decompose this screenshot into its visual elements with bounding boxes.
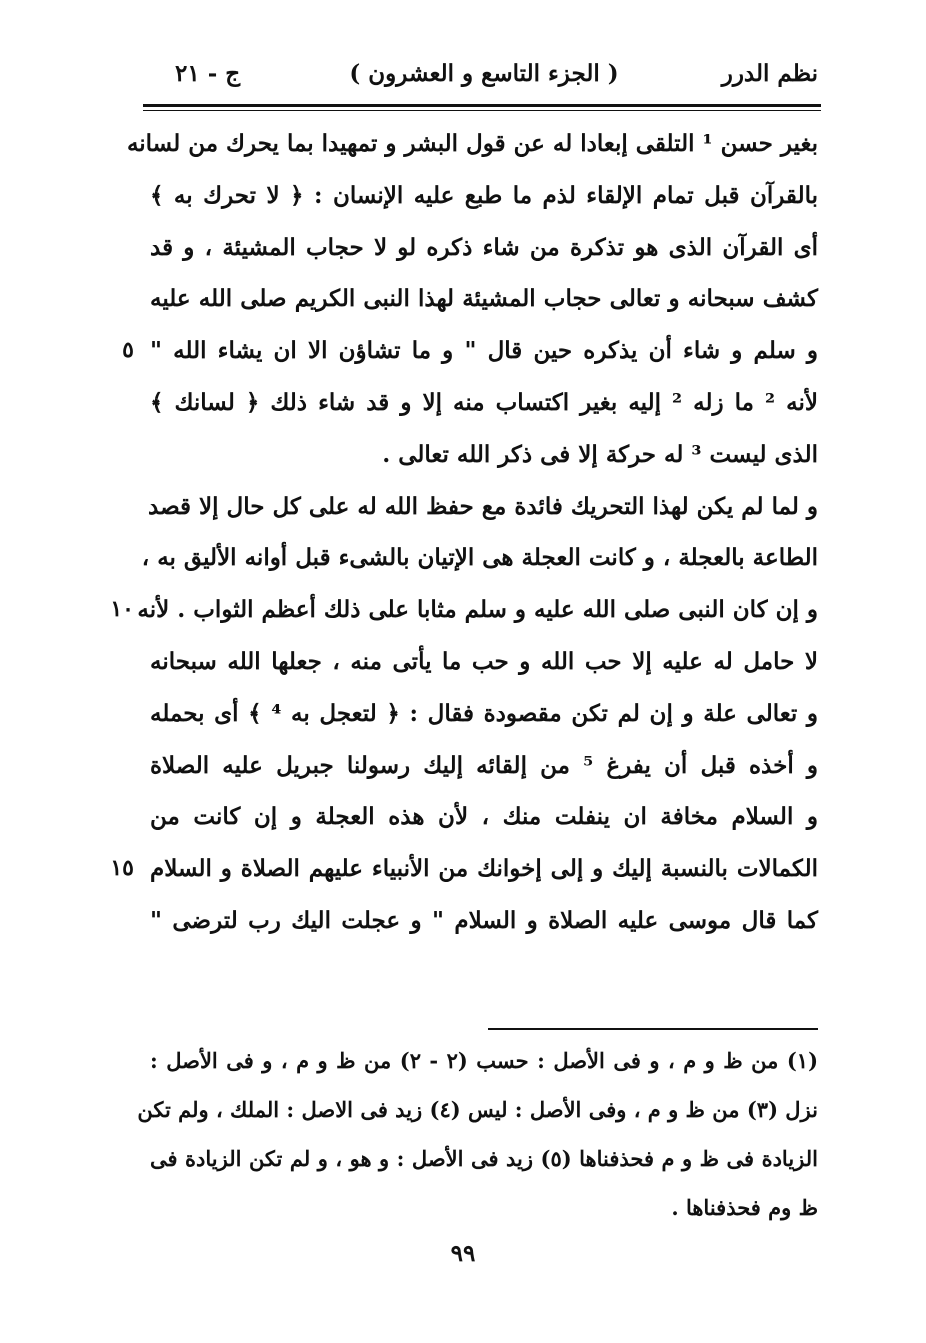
- text-line: [150, 895, 818, 947]
- footnote-line: ظ وم فحذفناها .: [671, 1195, 818, 1220]
- text-line: [150, 222, 818, 274]
- text-line: [150, 377, 818, 429]
- footnote-line: نزل (٣) من ظ و م ، وفى الأصل : ليس (٤) زيد فى الاصل : الملك ، ولم تكن: [137, 1097, 818, 1122]
- text-line-content: بالقرآن قبل تمام الإلقاء لذم ما طبع عليه الإنسان : ﴿ لا تحرك به ﴾: [150, 181, 818, 209]
- text-line: [150, 688, 818, 740]
- text-line: [150, 636, 818, 688]
- header-rule-thick: [143, 104, 821, 107]
- text-line: [150, 740, 818, 792]
- text-line-content: بغير حسن ¹ التلقى إبعادا له عن قول البشر و تمهيدا بما يحرك من لسانه: [126, 130, 818, 157]
- running-header: [150, 56, 818, 98]
- text-line: [126, 118, 818, 170]
- text-line: [150, 429, 818, 481]
- main-text: [110, 118, 819, 947]
- text-line-content: و تعالى علة و إن لم تكن مقصودة فقال : ﴿ لتعجل به ⁴ ﴾ أى بحمله: [150, 699, 818, 727]
- text-line-content: و سلم و شاء أن يذكره حين قال " و ما تشاؤن الا ان يشاء الله ": [150, 337, 818, 365]
- text-line-content: أى القرآن الذى هو تذكرة من شاء ذكره لو لا حجاب المشيئة ، و قد: [150, 233, 818, 261]
- text-line: [150, 170, 818, 222]
- header-rule-thin: [143, 110, 821, 111]
- text-line-content: الكمالات بالنسبة إليك و إلى إخوانك من الأنبياء عليهم الصلاة و السلام: [150, 855, 818, 883]
- footnote-line: الزيادة فى ظ و م فحذفناها (٥) زيد فى الأصل : و هو ، و لم تكن الزيادة فى: [150, 1146, 818, 1171]
- text-line-content: لأنه ² ما زله ² إليه بغير اكتساب منه إلا و قد شاء ذلك ﴿ لسانك ﴾: [150, 388, 819, 416]
- text-line-content: كما قال موسى عليه الصلاة و السلام " و عجلت اليك رب لترضى ": [150, 906, 818, 934]
- page-number: ٩٩: [450, 1240, 476, 1267]
- text-line-content: و إن كان النبى صلى الله عليه و سلم مثابا على ذلك أعظم الثواب . لأنه: [137, 596, 818, 624]
- footnote-rule: [488, 1028, 818, 1030]
- text-line: [122, 325, 818, 377]
- text-line: [141, 532, 818, 584]
- footnote-line: (١) من ظ و م ، و فى الأصل : حسب (٢ - ٢) من ظ و م ، و فى الأصل :: [150, 1048, 819, 1073]
- part-title: ( الجزء التاسع و العشرون ): [349, 60, 619, 87]
- text-line-content: كشف سبحانه و تعالى حجاب المشيئة لهذا النبى الكريم صلى الله عليه: [150, 285, 818, 313]
- text-line-content: و أخذه قبل أن يفرغ ⁵ من إلقائه إليك رسولنا جبريل عليه الصلاة: [150, 751, 818, 779]
- footnotes: [137, 1036, 819, 1232]
- text-line: [110, 584, 818, 636]
- text-line-content: الطاعة بالعجلة ، و كانت العجلة هى الإتيان بالشىء قبل أوانه الأليق به ،: [141, 544, 818, 572]
- text-line: [150, 791, 818, 843]
- line-number: ١٥: [110, 855, 134, 882]
- line-number: ٥: [122, 337, 134, 364]
- text-line-content: و السلام مخافة ان ينفلت منك ، لأن هذه العجلة و إن كانت من: [150, 803, 818, 831]
- text-line: [150, 481, 818, 533]
- text-line-content: الذى ليست ³ له حركة إلا فى ذكر الله تعالى .: [382, 440, 818, 468]
- text-line-content: لا حامل له عليه إلا حب الله و حب ما يأتى منه ، جعلها الله سبحانه: [150, 647, 818, 675]
- book-title: نظم الدرر: [721, 60, 818, 87]
- volume-number: ج - ٢١: [175, 60, 241, 87]
- line-number: ١٠: [110, 596, 134, 623]
- text-line: [110, 843, 818, 895]
- text-line: [150, 273, 818, 325]
- text-line-content: و لما لم يكن لهذا التحريك فائدة مع حفظ الله له على كل حال إلا قصد: [148, 492, 818, 520]
